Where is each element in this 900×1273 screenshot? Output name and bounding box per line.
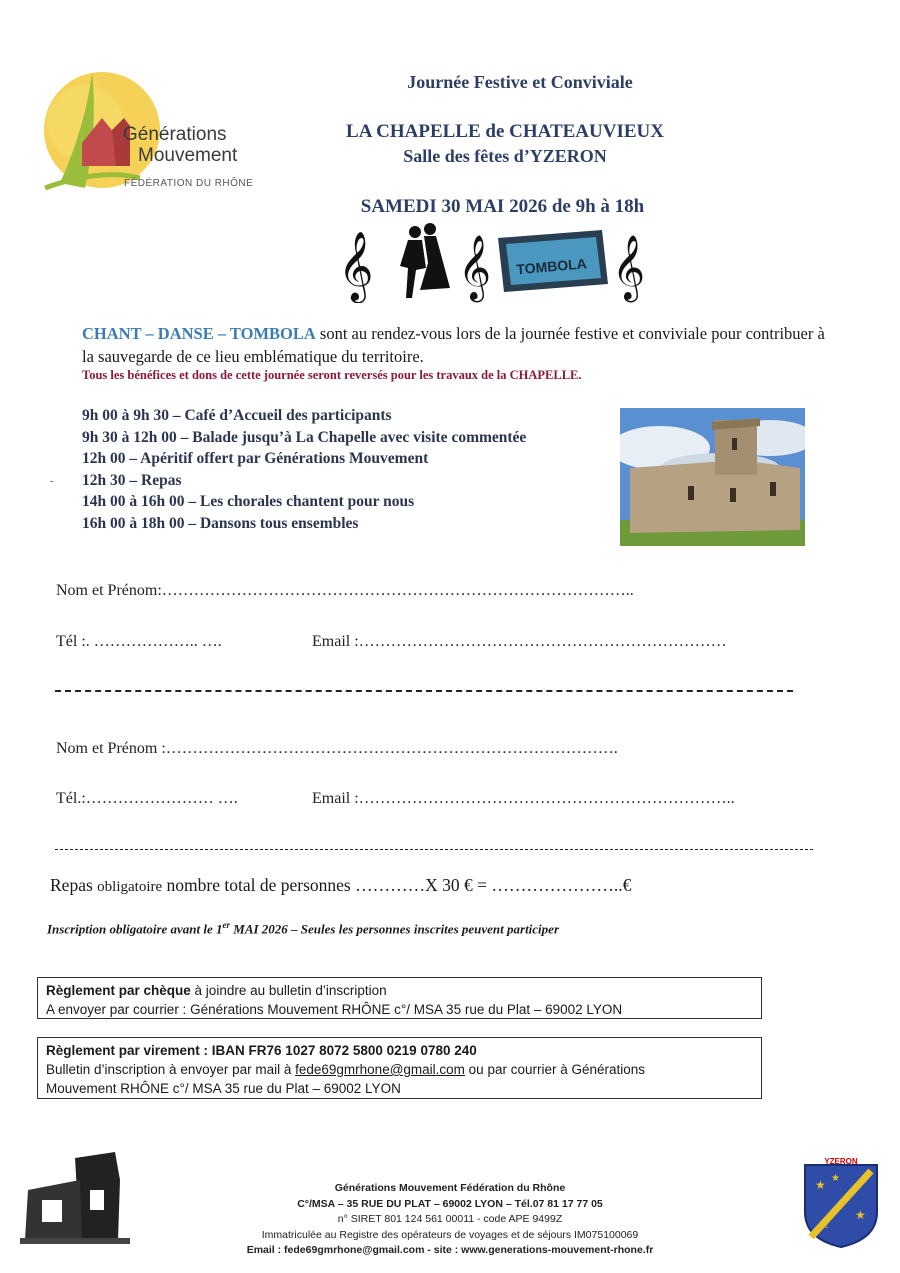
event-title: Journée Festive et Conviviale <box>407 72 633 92</box>
payment-transfer-text: Bulletin d’inscription à envoyer par mail à <box>46 1062 296 1077</box>
tombola-ticket-icon <box>498 230 608 292</box>
person1-name-field[interactable]: Nom et Prénom:…………………………………………………………………………….. <box>56 582 634 599</box>
payment-cheque-title-rest: à joindre au bulletin d’inscription <box>190 983 387 998</box>
person2-email-field[interactable]: Email :…………………………………………………………….. <box>312 790 735 807</box>
chapel-tower-sketch <box>20 1150 135 1245</box>
intro-text: sont au rendez-vous lors de la journée festive et conviviale pour contribuer à la sauvegarde de ce lieu emblématique du territoire. <box>82 324 825 366</box>
footer-org: Générations Mouvement Fédération du Rhône <box>334 1182 566 1194</box>
footer-info <box>180 1181 720 1259</box>
schedule-item: 9h 00 à 9h 30 – Café d’Accueil des participants <box>82 407 392 424</box>
person1-tel-field[interactable]: Tél :. ……………….. …. <box>56 633 222 650</box>
repas-prefix: Repas <box>50 875 98 895</box>
deadline-after: MAI 2026 – Seules les personnes inscrites peuvent participer <box>230 921 560 937</box>
stray-dot: - <box>50 476 54 487</box>
payment-transfer-address: Mouvement RHÔNE c°/ MSA 35 rue du Plat – 69002 LYON <box>46 1081 401 1096</box>
payment-cheque-box <box>37 977 762 1019</box>
yzeron-crest-icon <box>803 1157 879 1249</box>
schedule-item: 9h 30 à 12h 00 – Balade jusqu’à La Chapelle avec visite commentée <box>82 428 527 446</box>
logo-text-federation: FÉDÉRATION DU RHÔNE <box>124 178 254 189</box>
event-place: LA CHAPELLE de CHATEAUVIEUX <box>346 121 664 142</box>
payment-transfer-title: Règlement par virement : IBAN FR76 1027 8072 5800 0219 0780 240 <box>46 1043 477 1058</box>
payment-transfer-text-after: ou par courrier à Générations <box>464 1062 646 1077</box>
cut-line <box>55 690 793 692</box>
svg-text:★: ★ <box>831 1173 840 1184</box>
payment-cheque-title: Règlement par chèque <box>46 983 191 998</box>
treble-clef-icon: 𝄞 <box>612 235 646 300</box>
schedule-item: 16h 00 à 18h 00 – Dansons tous ensembles <box>82 514 359 532</box>
decorative-icons-row <box>330 218 650 303</box>
footer-address: C°/MSA – 35 RUE DU PLAT – 69002 LYON – Tél.07 81 17 77 05 <box>297 1197 603 1210</box>
person2-name-field[interactable]: Nom et Prénom :…………………………………………………………………………. <box>56 740 618 757</box>
separator-line <box>55 849 813 850</box>
repas-suffix: nombre total de personnes …………X 30 € = …………………..€ <box>162 875 632 895</box>
event-date: SAMEDI 30 MAI 2026 de 9h à 18h <box>360 196 645 217</box>
chapel-photo <box>620 408 805 546</box>
footer-registry: Immatriculée au Registre des opérateurs de voyages et de séjours IM075100069 <box>261 1228 639 1241</box>
tombola-label: TOMBOLA <box>515 255 588 278</box>
intro-paragraph <box>82 322 832 368</box>
payment-cheque-address: A envoyer par courrier : Générations Mouvement RHÔNE c°/ MSA 35 rue du Plat – 69002 LYON <box>46 1002 623 1017</box>
person1-email-field[interactable]: Email :…………………………………………………………… <box>312 633 727 650</box>
schedule-item: 12h 30 – Repas <box>82 471 182 489</box>
svg-text:✎: ✎ <box>819 1218 830 1232</box>
footer-siret: n° SIRET 801 124 561 00011 - code APE 9499Z <box>337 1213 563 1225</box>
deadline-sup: er <box>222 920 231 930</box>
benefits-note: Tous les bénéfices et dons de cette journée seront reversés pour les travaux de la CHAPELLE. <box>82 368 582 382</box>
svg-text:★: ★ <box>855 1208 866 1222</box>
footer-contact: Email : fede69gmrhone@gmail.com - site : www.generations-mouvement-rhone.fr <box>246 1244 654 1256</box>
treble-clef-icon: 𝄞 <box>458 235 492 300</box>
meal-count-line[interactable] <box>50 875 631 896</box>
treble-clef-icon: 𝄞 <box>338 231 374 301</box>
schedule-item: 12h 00 – Apéritif offert par Générations Mouvement <box>82 450 429 467</box>
registration-deadline <box>47 920 559 937</box>
repas-obligatoire: obligatoire <box>97 879 163 895</box>
payment-transfer-box <box>37 1037 762 1099</box>
contact-email-link[interactable]: fede69gmrhone@gmail.com <box>295 1062 465 1077</box>
event-venue: Salle des fêtes d’YZERON <box>403 146 607 166</box>
crest-label: YZERON <box>824 1157 858 1166</box>
schedule-list <box>82 405 526 534</box>
dancing-couple-icon <box>400 223 450 298</box>
logo-text-mouvement: Mouvement <box>138 145 238 166</box>
logo-text-generations: Générations <box>123 124 227 145</box>
svg-text:★: ★ <box>815 1178 826 1192</box>
deadline-before: Inscription obligatoire avant le 1 <box>47 921 223 937</box>
schedule-item: 14h 00 à 16h 00 – Les chorales chantent pour nous <box>82 493 415 510</box>
intro-highlight: CHANT – DANSE – TOMBOLA <box>82 324 316 343</box>
person2-tel-field[interactable]: Tél.:…………………… …. <box>56 790 238 807</box>
